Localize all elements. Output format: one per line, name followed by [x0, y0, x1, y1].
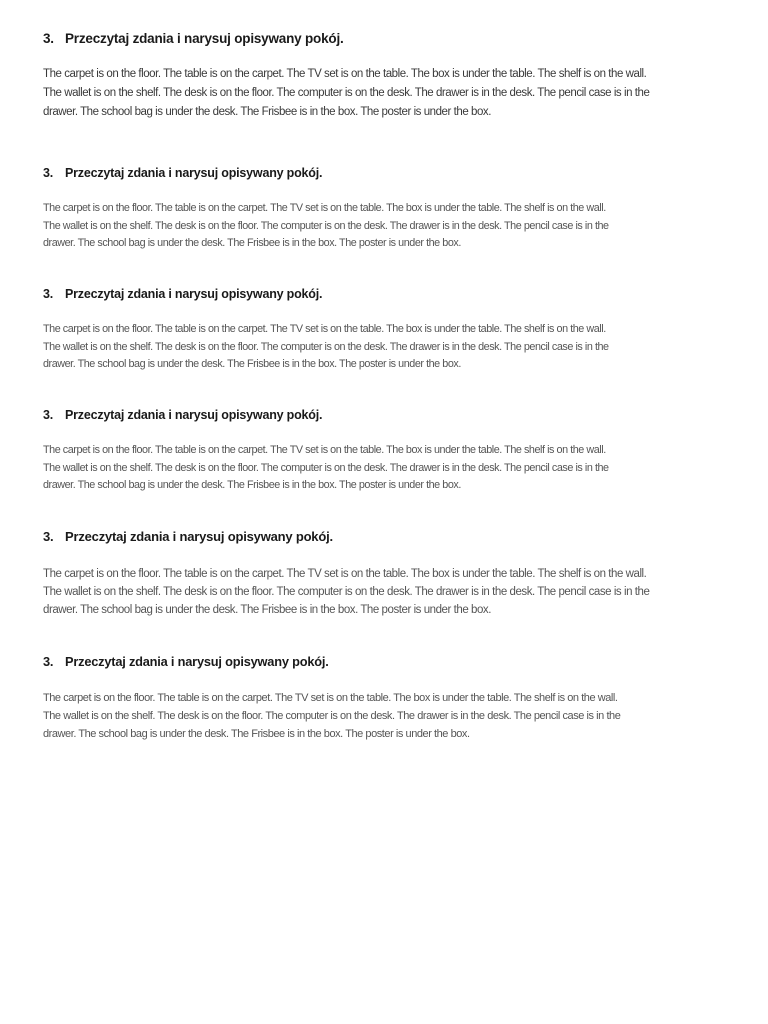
exercise-number: 3. [43, 31, 54, 46]
exercise-section [43, 654, 723, 743]
exercise-heading [43, 166, 715, 180]
text-line: The carpet is on the floor. The table is on the carpet. The TV set is on the table. The box is under the table. The shelf is on the wall. [43, 68, 647, 80]
exercise-instruction: Przeczytaj zdania i narysuj opisywany pokój. [65, 166, 323, 180]
text-line: The wallet is on the shelf. The desk is on the floor. The computer is on the desk. The drawer is in the desk. The pencil case is in the [43, 340, 609, 353]
exercise-number: 3. [43, 529, 54, 544]
text-line: The carpet is on the floor. The table is on the carpet. The TV set is on the table. The box is under the table. The shelf is on the wall. [43, 202, 606, 214]
exercise-section [43, 287, 715, 374]
exercise-heading [43, 529, 733, 544]
exercise-text [43, 689, 723, 743]
exercise-number: 3. [43, 287, 54, 301]
exercise-text [43, 65, 703, 122]
exercise-number: 3. [43, 166, 54, 180]
text-line: drawer. The school bag is under the desk. The Frisbee is in the box. The poster is under the box. [43, 728, 470, 740]
text-line: The wallet is on the shelf. The desk is on the floor. The computer is on the desk. The drawer is in the desk. The pencil case is in the [43, 219, 609, 232]
exercise-instruction: Przeczytaj zdania i narysuj opisywany pokój. [65, 31, 344, 46]
text-line: drawer. The school bag is under the desk. The Frisbee is in the box. The poster is under the box. [43, 604, 491, 616]
exercise-text [43, 442, 715, 495]
text-line: The wallet is on the shelf. The desk is on the floor. The computer is on the desk. The drawer is in the desk. The pencil case is in the [43, 87, 650, 99]
exercise-section [43, 31, 703, 122]
exercise-instruction: Przeczytaj zdania i narysuj opisywany pokój. [65, 408, 323, 422]
exercise-instruction: Przeczytaj zdania i narysuj opisywany pokój. [65, 654, 329, 669]
exercise-text [43, 321, 715, 374]
exercise-section [43, 408, 715, 495]
text-line: The wallet is on the shelf. The desk is on the floor. The computer is on the desk. The drawer is in the desk. The pencil case is in the [43, 710, 621, 722]
exercise-section [43, 529, 733, 619]
text-line: drawer. The school bag is under the desk. The Frisbee is in the box. The poster is under the box. [43, 358, 461, 370]
text-line: The carpet is on the floor. The table is on the carpet. The TV set is on the table. The box is under the table. The shelf is on the wall. [43, 323, 606, 335]
exercise-heading [43, 31, 703, 46]
text-line: drawer. The school bag is under the desk. The Frisbee is in the box. The poster is under the box. [43, 237, 461, 249]
exercise-number: 3. [43, 654, 54, 669]
text-line: The wallet is on the shelf. The desk is on the floor. The computer is on the desk. The drawer is in the desk. The pencil case is in the [43, 461, 609, 474]
text-line: The wallet is on the shelf. The desk is on the floor. The computer is on the desk. The drawer is in the desk. The pencil case is in the [43, 586, 650, 598]
exercise-heading [43, 408, 715, 422]
text-line: drawer. The school bag is under the desk. The Frisbee is in the box. The poster is under the box. [43, 106, 491, 118]
exercise-heading [43, 654, 723, 669]
exercise-text [43, 565, 733, 619]
text-line: The carpet is on the floor. The table is on the carpet. The TV set is on the table. The box is under the table. The shelf is on the wall. [43, 692, 618, 704]
exercise-section [43, 166, 715, 253]
exercise-instruction: Przeczytaj zdania i narysuj opisywany pokój. [65, 287, 323, 301]
text-line: drawer. The school bag is under the desk. The Frisbee is in the box. The poster is under the box. [43, 479, 461, 491]
text-line: The carpet is on the floor. The table is on the carpet. The TV set is on the table. The box is under the table. The shelf is on the wall. [43, 568, 647, 580]
text-line: The carpet is on the floor. The table is on the carpet. The TV set is on the table. The box is under the table. The shelf is on the wall. [43, 444, 606, 456]
exercise-heading [43, 287, 715, 301]
exercise-instruction: Przeczytaj zdania i narysuj opisywany pokój. [65, 529, 333, 544]
exercise-text [43, 200, 715, 253]
exercise-number: 3. [43, 408, 54, 422]
